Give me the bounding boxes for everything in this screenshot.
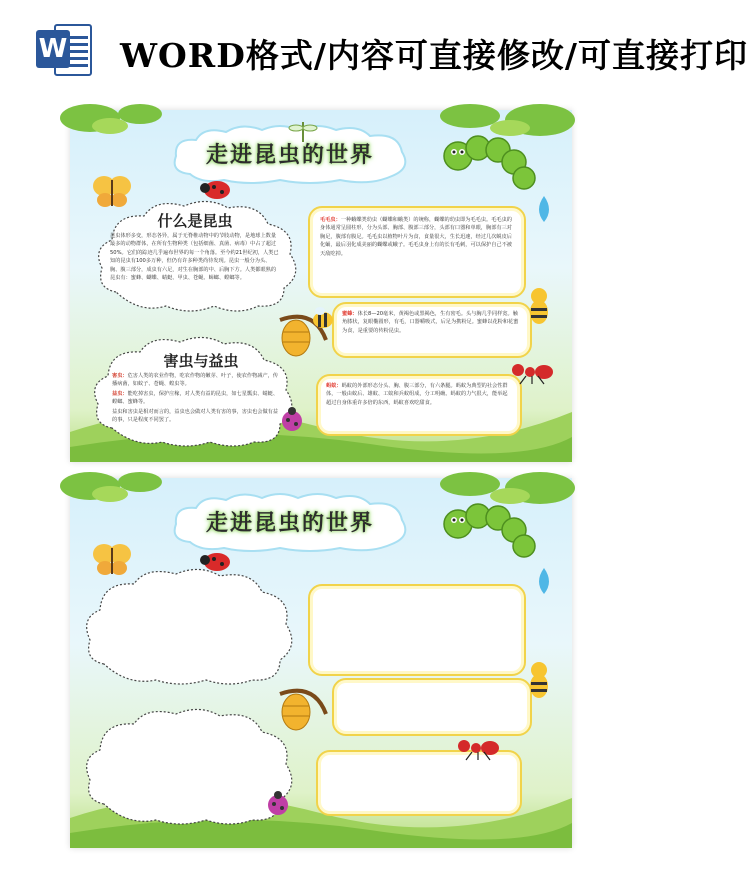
benefit-label: 益虫： [112,391,128,397]
box3-text: 蚂蚁的外部形态分头、胸、腹三部分，有六条腿。蚂蚁为典型的社会性群体，一般由蚁后、雄蚁、工蚁和兵蚁组成，分工明确。蚂蚁的力气很大，能举起超过自身体重许多倍的东西，蚂蚁喜欢吃甜食。 [326,383,508,406]
ladybug-icon [266,790,290,816]
harm-label: 害虫： [112,373,128,379]
section1-title: 什么是昆虫 [157,212,233,230]
word-icon [36,22,92,78]
page-blank [70,478,572,848]
page-filled [70,110,572,462]
ant-icon [456,732,500,762]
harm-text: 危害人类的农业作物，吃农作物的嫩芽、叶子，使农作物减产，传播病菌，如蚊子、苍蝇、蝗虫等。 [112,373,279,388]
bee-icon [524,660,554,700]
box3-label: 蚂蚁： [326,383,342,389]
dragonfly-icon [288,118,318,144]
section1-text: 昆虫体形多变，形态各异，属于无脊椎动物中的节肢动物，是地球上数量最多的动物群体，在所有生物种类（包括细菌、真菌、病毒）中占了超过50%。它们的踪迹几乎遍布世界的每一个角落。至今约21世纪初，人类已知的昆虫有100多万种，但仍有许多种类尚待发现。昆虫一般分为头、胸、腹三部分，成虫有六足，对生在胸部的中、后胸下方。人类都眼熟的昆虫有：蜜蜂、蝴蝶、蜻蜓、甲虫、苍蝇、蟑螂、螳螂等。 [110,233,279,282]
caterpillar-icon [440,128,550,198]
header [0,0,748,100]
bee-icon [310,306,336,330]
header-title: WORD格式/内容可直接修改/可直接打印 [120,36,748,75]
blank-cloud-top [80,564,302,688]
blank-box-middle [332,678,532,736]
ant-icon [510,356,554,386]
bee-icon [524,286,554,326]
ladybug-icon [200,176,234,200]
section2-title: 害虫与益虫 [163,352,239,370]
box2-label: 蜜蜂： [342,311,358,317]
water-drop-icon [532,566,556,596]
beehive-icon [274,674,330,734]
word-icon-letter: W [36,30,70,68]
water-drop-icon [532,194,556,224]
benefit-text: 能吃掉害虫，保护庄稼，对人类有益的昆虫，如七星瓢虫、蜻蜓、螳螂、蜜蜂等。 [112,391,279,406]
ladybug-icon [200,548,234,572]
butterfly-icon [92,542,132,578]
blank-box-top [308,584,526,676]
butterfly-icon [92,174,132,210]
box2-text: 体长8—20毫米，黄褐色或黑褐色，生有密毛。头与胸几乎同样宽。触角膝状，复眼椭圆形，有毛，口器嚼吸式，后足为携粉足。蜜蜂以花粉和花蜜为食，是重要的传粉昆虫。 [342,311,519,334]
banner-title: 走进昆虫的世界 [205,510,374,536]
box1-label: 毛毛虫： [320,217,341,223]
ladybug-icon [280,406,304,432]
caterpillar-icon [440,496,550,566]
box1-text: 一种蛾蝶类幼虫（蝴蝶和蛾类）的统称，蝴蝶的幼虫即为毛毛虫。毛毛虫的身体通常呈圆柱形，分为头部、胸部、腹部三部分，头部有口器和单眼，胸部有三对胸足，腹部有腹足。毛毛虫以植物叶片为食，食量很大，生长迅速，经过几次蜕皮后化蛹，最后羽化成美丽的蝴蝶或蛾子。毛毛虫身上有的长有毛刺，可以保护自己不被天敌吃掉。 [320,217,512,257]
section2-extra: 益虫和害虫是相对而言的，益虫也会做对人类有害的事，害虫也会做有益的事，只是程度不同罢了。 [112,409,279,424]
banner-title: 走进昆虫的世界 [205,142,374,168]
